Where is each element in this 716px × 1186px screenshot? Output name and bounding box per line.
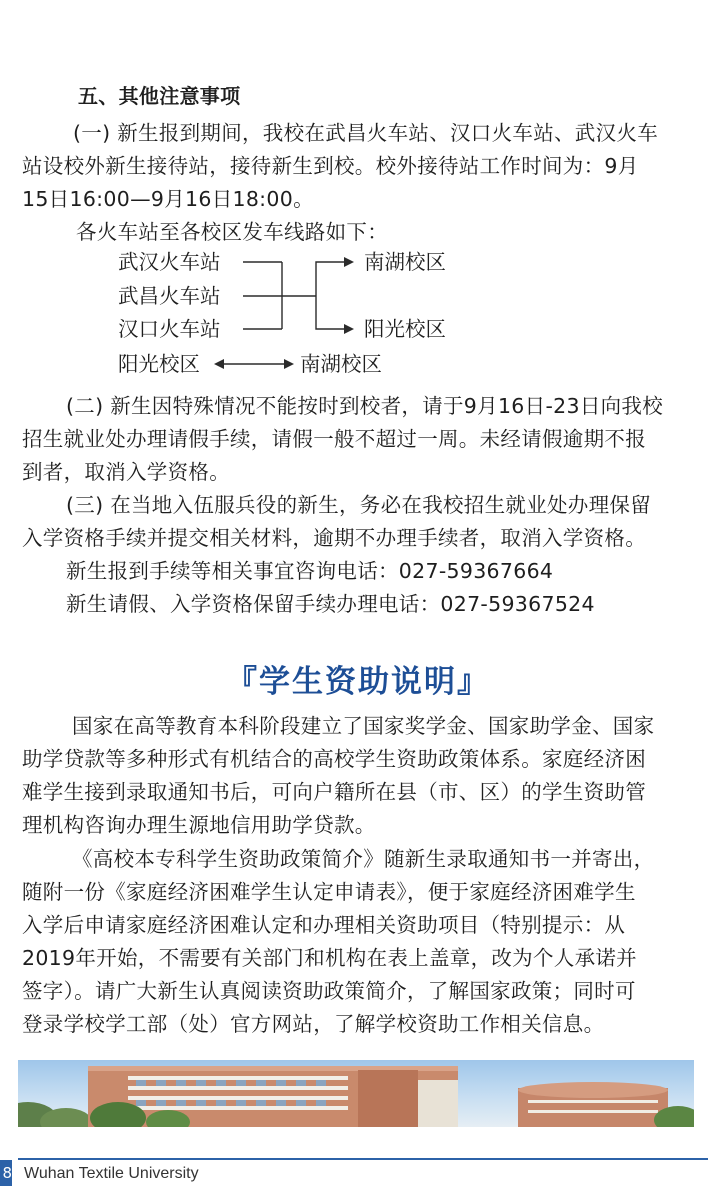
aid-para2-line2: 随附一份《家庭经济困难学生认定申请表》，便于家庭经济困难学生 [22, 880, 636, 904]
aid-para2-line6: 登录学校学工部（处）官方网站，了解学校资助工作相关信息。 [22, 1012, 605, 1036]
station-hankou: 汉口火车站 [118, 317, 221, 341]
notice-item1-line3: 15日16:00—9月16日18:00。 [22, 187, 314, 211]
footer-rule [18, 1158, 708, 1160]
notice-item3-line2: 入学资格手续并提交相关材料，逾期不办理手续者，取消入学资格。 [22, 526, 646, 550]
notice-item2-line3: 到者，取消入学资格。 [22, 460, 230, 484]
aid-para2-line5: 签字）。请广大新生认真阅读资助政策简介，了解国家政策；同时可 [22, 979, 636, 1003]
campus-photo-strip [18, 1060, 694, 1127]
routes-intro: 各火车站至各校区发车线路如下： [76, 220, 388, 244]
phone-consult: 新生报到手续等相关事宜咨询电话：027-59367664 [66, 559, 554, 583]
arrow-to-nanhu [344, 257, 354, 267]
notice-item2-line2: 招生就业处办理请假手续，请假一般不超过一周。未经请假逾期不报 [22, 427, 646, 451]
campus-photo-image [18, 1060, 694, 1127]
line-to-nanhu [316, 262, 344, 296]
notice-item3-line1: (三) 在当地入伍服兵役的新生，务必在我校招生就业处办理保留 [66, 493, 652, 517]
arrow-shuttle-right [284, 359, 294, 369]
aid-para2-line1: 《高校本专科学生资助政策简介》随新生录取通知书一并寄出， [72, 847, 655, 871]
phone-leave: 新生请假、入学资格保留手续办理电话：027-59367524 [66, 592, 595, 616]
aid-para1-line1: 国家在高等教育本科阶段建立了国家奖学金、国家助学金、国家 [72, 714, 655, 738]
arrow-to-yangguang [344, 324, 354, 334]
arrow-shuttle-left [214, 359, 224, 369]
notice-item2-line1: (二) 新生因特殊情况不能按时到校者，请于9月16日-23日向我校 [66, 394, 664, 418]
notice-item1-line2: 站设校外新生接待站，接待新生到校。校外接待站工作时间为：9月 [22, 154, 639, 178]
aid-para1-line3: 难学生接到录取通知书后，可向户籍所在县（市、区）的学生资助管 [22, 780, 646, 804]
section-heading-notices: 五、其他注意事项 [78, 84, 241, 108]
station-wuchang: 武昌火车站 [118, 284, 221, 308]
campus-yangguang: 阳光校区 [364, 317, 446, 341]
section-title-student-aid: 『学生资助说明』 [226, 664, 490, 700]
station-wuhan: 武汉火车站 [118, 250, 221, 274]
notice-item1-line1: (一) 新生报到期间，我校在武昌火车站、汉口火车站、武汉火车 [73, 121, 659, 145]
shuttle-from-yangguang: 阳光校区 [118, 352, 200, 376]
aid-para2-line4: 2019年开始，不需要有关部门和机构在表上盖章，改为个人承诺并 [22, 946, 637, 970]
campus-nanhu: 南湖校区 [364, 250, 446, 274]
shuttle-to-nanhu: 南湖校区 [300, 352, 382, 376]
page-number: 8 [2, 1164, 12, 1182]
aid-para1-line2: 助学贷款等多种形式有机结合的高校学生资助政策体系。家庭经济困 [22, 747, 646, 771]
aid-para1-line4: 理机构咨询办理生源地信用助学贷款。 [22, 813, 376, 837]
page-number-tab [0, 1160, 12, 1186]
aid-para2-line3: 入学后申请家庭经济困难认定和办理相关资助项目（特别提示：从 [22, 913, 626, 937]
line-to-yangguang [316, 296, 344, 329]
route-connector-lines [0, 0, 716, 400]
footer-university-name: Wuhan Textile University [24, 1165, 199, 1182]
